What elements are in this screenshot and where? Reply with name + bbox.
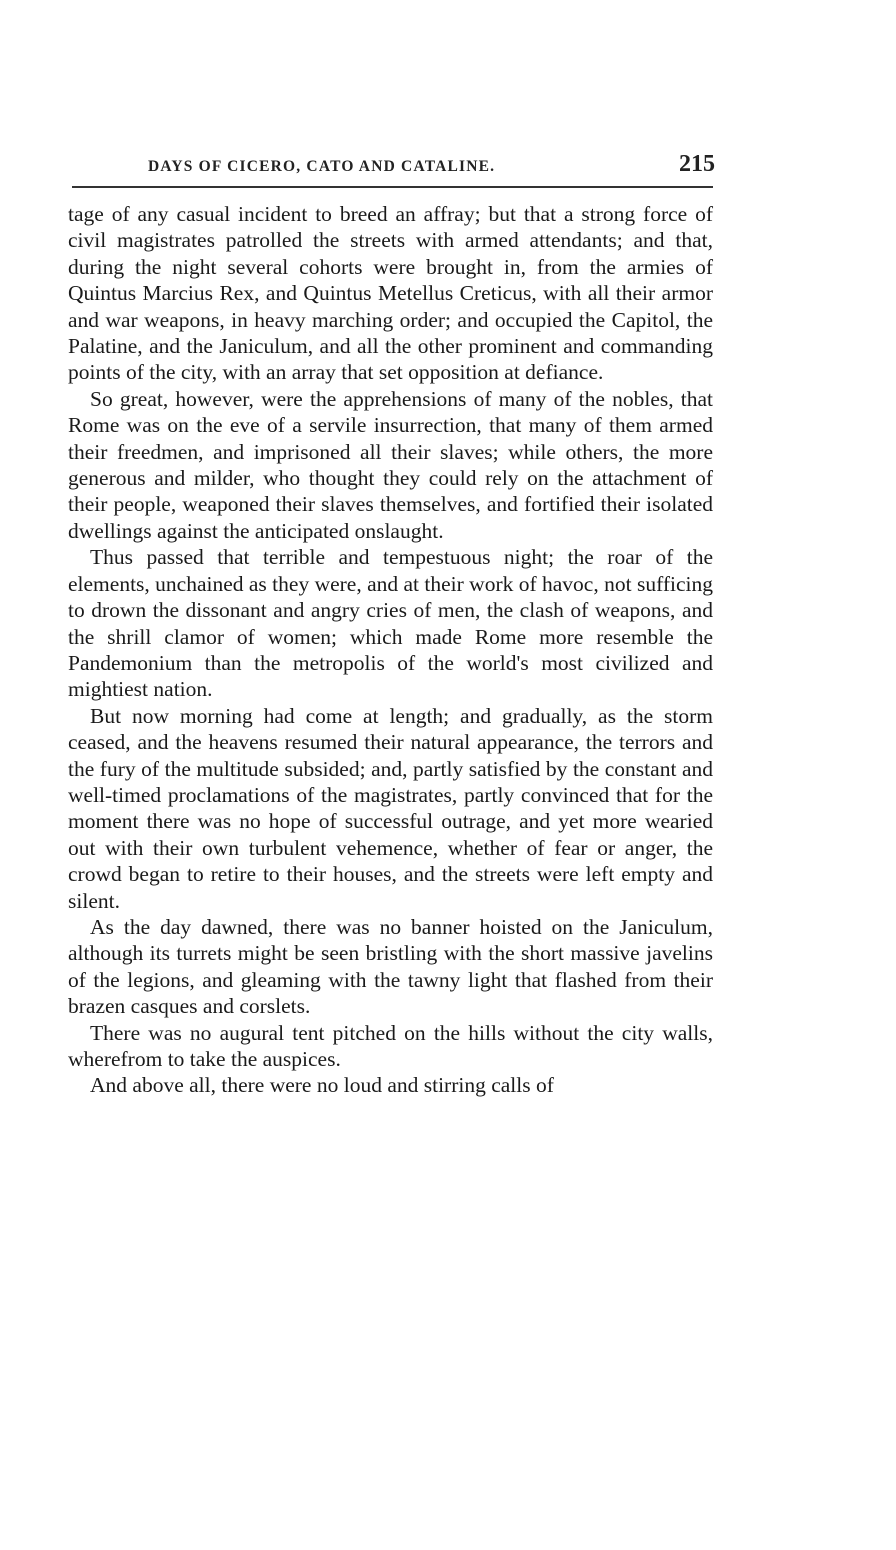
paragraph-morning: But now morning had come at length; and gradually, as the storm ceased, and the heavens resumed their natural appearance, the terrors and the fury of the multitude subsided; and, partly satisfied by the constant and well-timed proclamations of the magistrates, partly convinced that for the moment there was no hope of successful outrage, and yet more wearied out with their own turbulent vehemence, whether of fear or anger, the crowd began to retire to their houses, and the streets were left empty and silent. [68,703,713,913]
running-title: DAYS OF CICERO, CATO AND CATALINE. [148,158,496,175]
paragraph-augural-tent: There was no augural tent pitched on the hills without the city walls, wherefrom to take the auspices. [68,1020,713,1071]
body-text [68,201,713,1099]
header-rule [72,186,713,188]
paragraph-day-dawned: As the day dawned, there was no banner hoisted on the Janiculum, although its turrets might be seen bristling with the short massive javelins of the legions, and gleaming with the tawny light that flashed from their brazen casques and corslets. [68,914,713,1019]
paragraph-tempestuous-night: Thus passed that terrible and tempestuous night; the roar of the elements, unchained as they were, and at their work of havoc, not sufficing to drown the dissonant and angry cries of men, the clash of weapons, and the shrill clamor of women; which made Rome more resemble the Pandemonium than the metropolis of the world's most civilized and mightiest nation. [68,545,713,702]
paragraph-apprehensions: So great, however, were the apprehensions of many of the nobles, that Rome was on the eve of a servile insurrection, that many of them armed their freedmen, and imprisoned all their slaves; while others, the more generous and milder, who thought they could rely on the attachment of their people, weaponed their slaves themselves, and fortified their isolated dwellings against the anticipated onslaught. [68,386,713,543]
paragraph-above-all: And above all, there were no loud and stirring calls of [90,1073,554,1098]
page-number: 215 [679,151,715,177]
book-page [68,148,715,1098]
paragraph-continued: tage of any casual incident to breed an affray; but that a strong force of civil magistrates patrolled the streets with armed attendants; and that, during the night several cohorts were brought in, from the armies of Quintus Marcius Rex, and Quintus Metellus Creticus, with all their armor and war weapons, in heavy marching order; and occupied the Capitol, the Palatine, and the Janiculum, and all the other prominent and commanding points of the city, with an array that set opposition at defiance. [68,202,713,385]
running-head [68,148,713,184]
